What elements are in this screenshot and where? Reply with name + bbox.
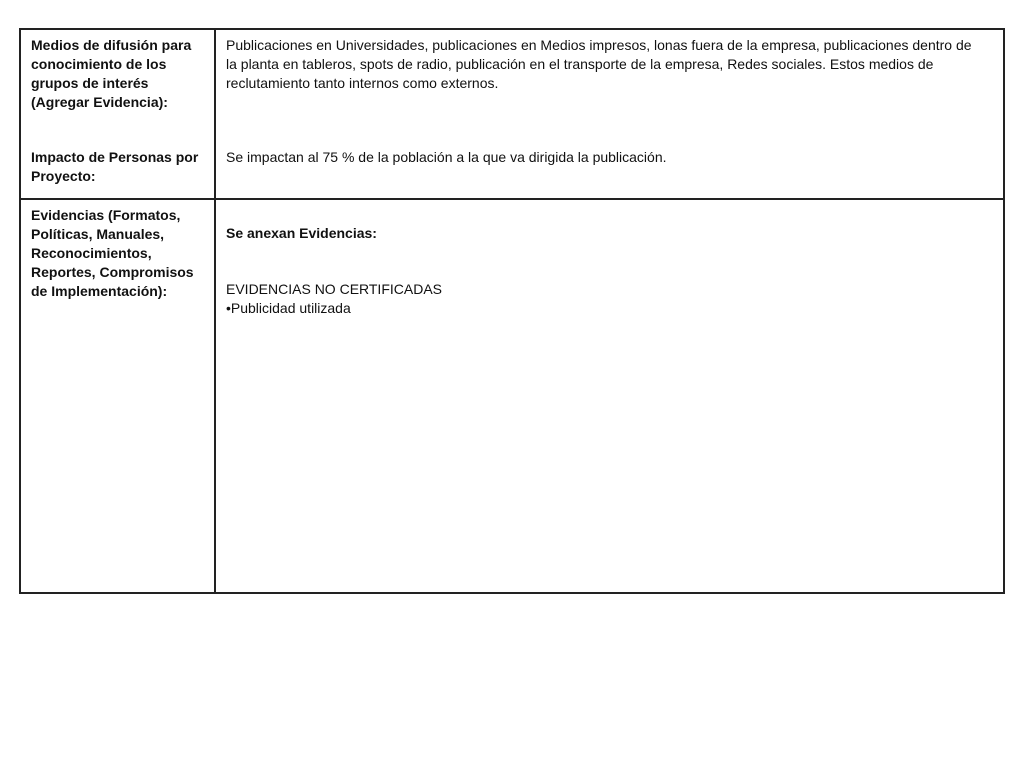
content-cell-evidencias <box>216 200 1003 594</box>
label-medios-difusion: Medios de difusión para conocimiento de los grupos de interés (Agregar Evidencia): <box>31 37 192 110</box>
label-impacto-personas: Impacto de Personas por Proyecto: <box>31 149 199 184</box>
text-evidencias-no-certificadas: EVIDENCIAS NO CERTIFICADAS <box>226 281 443 297</box>
label-cell-evidencias <box>21 200 216 594</box>
text-impacto-personas: Se impactan al 75 % de la población a la que va dirigida la publicación. <box>226 149 667 165</box>
table-row-evidencias <box>21 200 1003 594</box>
table-row-medios <box>21 30 1003 200</box>
heading-se-anexan-evidencias: Se anexan Evidencias: <box>226 225 377 241</box>
content-cell-medios <box>216 30 1003 198</box>
label-evidencias: Evidencias (Formatos, Políticas, Manuales, Reconocimientos, Reportes, Compromisos de Implementación): <box>31 207 194 299</box>
bullet-publicidad-utilizada: •Publicidad utilizada <box>226 300 351 316</box>
label-cell-medios <box>21 30 216 198</box>
document-table <box>19 28 1005 594</box>
text-medios-difusion: Publicaciones en Universidades, publicaciones en Medios impresos, lonas fuera de la empresa, publicaciones dentro de la planta en tableros, spots de radio, publicación en el transporte de la empresa, Redes sociales. Estos medios de reclutamiento tanto internos como externos. <box>226 37 972 91</box>
